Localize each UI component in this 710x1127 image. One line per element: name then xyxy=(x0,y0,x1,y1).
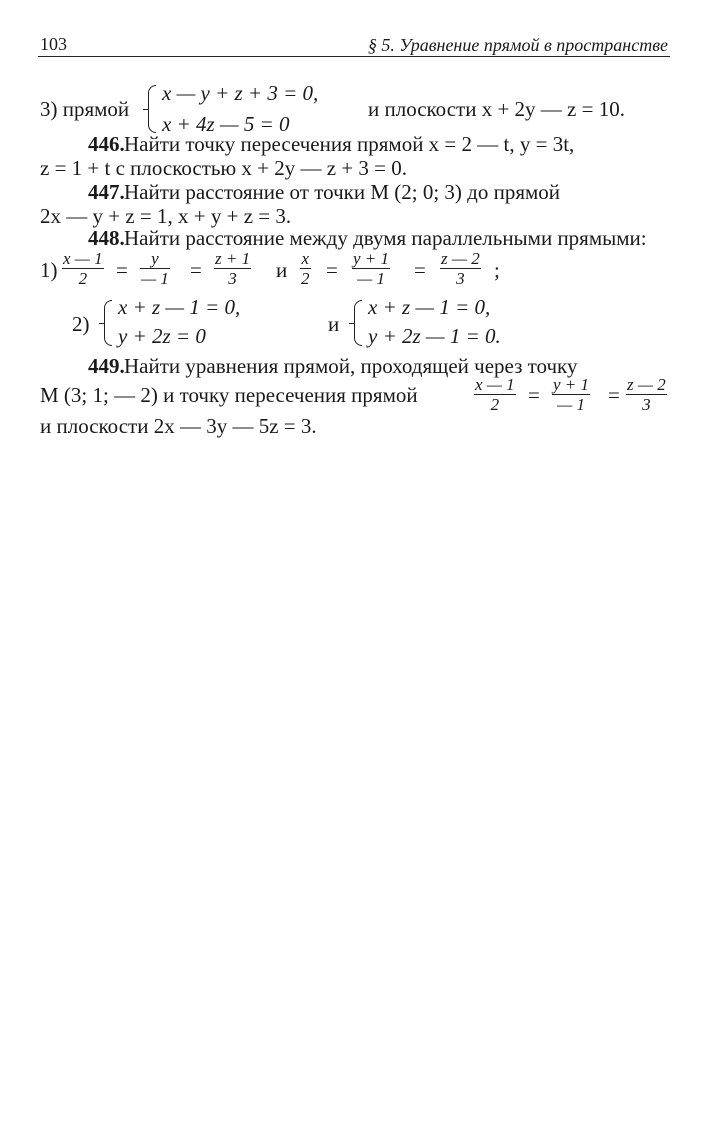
fraction-numerator: z — 2 xyxy=(627,375,666,394)
fraction-denominator: — 1 xyxy=(141,269,169,288)
p448-fraction-2 xyxy=(140,250,170,287)
p448-case-2-label: 2) xyxy=(72,312,90,336)
p448-fraction-5 xyxy=(352,250,390,287)
fraction-denominator: 2 xyxy=(490,395,500,414)
problem-448-number: 448. xyxy=(88,226,125,250)
p3-system-brace xyxy=(148,85,156,133)
p3-equation-2: x + 4z — 5 = 0 xyxy=(162,112,290,136)
fraction-denominator: — 1 xyxy=(557,395,585,414)
problem-446-line-2: z = 1 + t с плоскостью x + 2y — z + 3 = 0. xyxy=(40,156,407,180)
equals-sign: = xyxy=(116,258,128,282)
p3-plane: и плоскости x + 2y — z = 10. xyxy=(368,97,625,121)
p448-system-b-eq-2: y + 2z — 1 = 0. xyxy=(368,324,501,348)
fraction-numerator: x xyxy=(301,249,310,268)
fraction-numerator: y + 1 xyxy=(553,375,590,394)
page-number: 103 xyxy=(40,34,67,54)
p448-fraction-3 xyxy=(214,250,251,287)
fraction-numerator: x — 1 xyxy=(475,375,515,394)
fraction-numerator: z — 2 xyxy=(441,249,480,268)
p448-system-a-brace xyxy=(104,300,112,346)
p3-equation-1: x — y + z + 3 = 0, xyxy=(162,81,319,105)
problem-448-line-1: Найти расстояние между двумя параллельными прямыми: xyxy=(124,226,647,250)
fraction-denominator: 3 xyxy=(642,395,651,414)
conjunction-and: и xyxy=(276,258,288,282)
equals-sign: = xyxy=(190,258,202,282)
problem-446-number: 446. xyxy=(88,132,125,156)
problem-446-line-1: Найти точку пересечения прямой x = 2 — t, y = 3t, xyxy=(124,132,575,156)
p3-label: 3) прямой xyxy=(40,97,130,121)
problem-447-number: 447. xyxy=(88,180,125,204)
fraction-denominator: 2 xyxy=(78,269,88,288)
p448-case-1-label: 1) xyxy=(40,258,58,282)
semicolon: ; xyxy=(494,258,500,282)
fraction-numerator: x — 1 xyxy=(63,249,103,268)
equals-sign: = xyxy=(608,383,620,407)
p448-fraction-1 xyxy=(62,250,104,287)
p448-system-b-eq-1: x + z — 1 = 0, xyxy=(368,295,491,319)
p448-system-a-eq-1: x + z — 1 = 0, xyxy=(118,295,241,319)
section-title: § 5. Уравнение прямой в пространстве xyxy=(367,35,668,55)
problem-447-line-2: 2x — y + z = 1, x + y + z = 3. xyxy=(40,204,292,228)
equals-sign: = xyxy=(528,383,540,407)
problem-447-line-1: Найти расстояние от точки M (2; 0; 3) до прямой xyxy=(124,180,561,204)
p449-fraction-3 xyxy=(626,376,667,413)
problem-449-line-3: и плоскости 2x — 3y — 5z = 3. xyxy=(40,414,317,438)
fraction-denominator: 2 xyxy=(301,269,310,288)
fraction-denominator: 3 xyxy=(456,269,465,288)
fraction-denominator: 3 xyxy=(228,269,237,288)
p449-fraction-1 xyxy=(474,376,516,413)
equals-sign: = xyxy=(326,258,338,282)
problem-449-number: 449. xyxy=(88,354,125,378)
fraction-numerator: z + 1 xyxy=(215,249,251,268)
problem-449-line-2: M (3; 1; — 2) и точку пересечения прямой xyxy=(40,383,418,407)
p448-fraction-4 xyxy=(300,250,311,287)
p448-system-a-eq-2: y + 2z = 0 xyxy=(118,324,206,348)
p449-fraction-2 xyxy=(552,376,590,413)
fraction-numerator: y xyxy=(140,250,170,269)
p448-system-b-brace xyxy=(354,300,362,346)
p448-fraction-6 xyxy=(440,250,481,287)
problem-449-line-1: Найти уравнения прямой, проходящей через точку xyxy=(124,354,578,378)
fraction-denominator: — 1 xyxy=(357,269,385,288)
conjunction-and: и xyxy=(328,312,340,336)
equals-sign: = xyxy=(414,258,426,282)
fraction-numerator: y + 1 xyxy=(353,249,390,268)
header-rule xyxy=(38,56,670,57)
